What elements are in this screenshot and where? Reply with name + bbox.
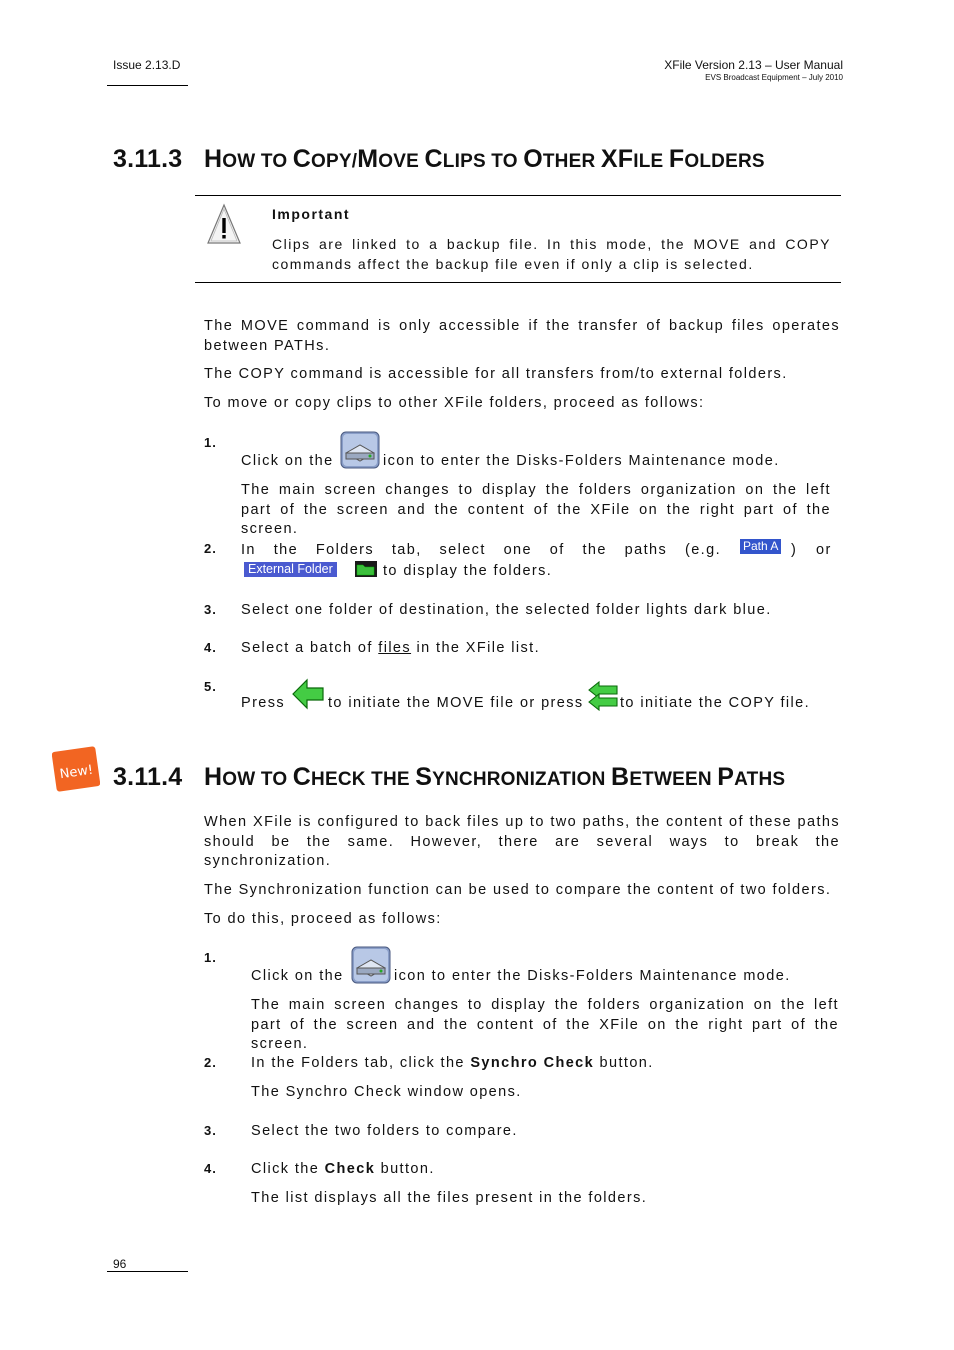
- step-text: to initiate the MOVE file or press: [328, 695, 584, 711]
- section-number: 3.11.3: [113, 145, 183, 173]
- step-number: 4.: [204, 640, 217, 655]
- step-detail: The main screen changes to display the folders organization on the left part of the screen and the content of the XFile on the right part of the screen.: [251, 997, 839, 1052]
- step-text: icon to enter the Disks-Folders Maintenance mode.: [394, 968, 791, 984]
- check-label: Check: [324, 1161, 376, 1177]
- step-text: In the Folders tab, click the Synchro Check button.: [251, 1055, 654, 1071]
- copy-arrow-icon[interactable]: [587, 680, 621, 712]
- disks-folders-icon[interactable]: [340, 431, 380, 469]
- step-text: to display the folders.: [383, 563, 553, 579]
- section-title: HOW TO CHECK THE SYNCHRONIZATION BETWEEN PATHS: [204, 763, 786, 791]
- note-title: Important: [272, 206, 351, 222]
- files-link[interactable]: files: [378, 640, 412, 656]
- step-text: ): [791, 542, 798, 558]
- step-number: 2.: [204, 541, 217, 556]
- step-text: Click the Check button.: [251, 1161, 435, 1177]
- step-text: or: [816, 542, 832, 558]
- section-heading-copy-move: [113, 145, 765, 174]
- step-text: to initiate the COPY file.: [620, 695, 811, 711]
- step-text: Click on the: [251, 968, 344, 984]
- step-text: icon to enter the Disks-Folders Maintenance mode.: [383, 453, 780, 469]
- external-folder-button[interactable]: External Folder: [244, 562, 337, 577]
- step-text: Select a batch of files in the XFile list.: [241, 640, 541, 656]
- step-number: 3.: [204, 602, 217, 617]
- path-a-button[interactable]: Path A: [740, 539, 781, 554]
- step-detail: The list displays all the files present in the folders.: [251, 1190, 648, 1206]
- paragraph: To do this, proceed as follows:: [204, 911, 442, 927]
- paragraph: The MOVE command is only accessible if the transfer of backup files operates between PATHs.: [204, 318, 840, 354]
- folder-icon[interactable]: [354, 560, 378, 578]
- step-text: Press: [241, 695, 286, 711]
- step-text: Select one folder of destination, the selected folder lights dark blue.: [241, 602, 772, 618]
- warning-icon: [206, 203, 242, 245]
- new-badge-text: New!: [58, 762, 95, 783]
- paragraph: The COPY command is accessible for all transfers from/to external folders.: [204, 366, 788, 382]
- synchro-check-label: Synchro Check: [470, 1055, 595, 1071]
- step-text: In the Folders tab, select one of the paths (e.g.: [241, 542, 721, 558]
- note-text: Clips are linked to a backup file. In this mode, the MOVE and COPY commands affect the backup file even if only a clip is selected.: [272, 236, 831, 272]
- step-text: Click on the: [241, 453, 334, 469]
- move-arrow-icon[interactable]: [291, 678, 325, 710]
- paragraph: To move or copy clips to other XFile folders, proceed as follows:: [204, 395, 705, 411]
- header-title-block: [664, 58, 843, 82]
- header-subtitle: EVS Broadcast Equipment – July 2010: [705, 73, 843, 82]
- step-number: 2.: [204, 1055, 217, 1070]
- header-divider: [107, 85, 188, 86]
- disks-folders-icon[interactable]: [351, 946, 391, 984]
- step-detail: The main screen changes to display the folders organization on the left part of the screen and the content of the XFile on the right part of the screen.: [241, 482, 831, 537]
- step-number: 4.: [204, 1161, 217, 1176]
- note-bottom-rule: [195, 282, 841, 283]
- section-heading-synchronization: [113, 763, 785, 792]
- step-detail: The Synchro Check window opens.: [251, 1084, 522, 1100]
- header-title: XFile Version 2.13 – User Manual: [664, 58, 843, 72]
- step-number: 1.: [204, 435, 217, 450]
- header-issue: Issue 2.13.D: [113, 58, 181, 72]
- note-top-rule: [195, 195, 841, 196]
- section-number: 3.11.4: [113, 763, 183, 791]
- paragraph: The Synchronization function can be used to compare the content of two folders.: [204, 882, 832, 898]
- step-number: 5.: [204, 679, 217, 694]
- step-text: Select the two folders to compare.: [251, 1123, 518, 1139]
- step-number: 3.: [204, 1123, 217, 1138]
- new-badge: [52, 745, 100, 793]
- step-number: 1.: [204, 950, 217, 965]
- footer-divider: [107, 1271, 188, 1272]
- section-title: HOW TO COPY/MOVE CLIPS TO OTHER XFILE FOLDERS: [204, 145, 765, 173]
- paragraph: When XFile is configured to back files up to two paths, the content of these paths should be the same. However, there are several ways to break the synchronization.: [204, 814, 840, 869]
- page-number: 96: [113, 1257, 127, 1271]
